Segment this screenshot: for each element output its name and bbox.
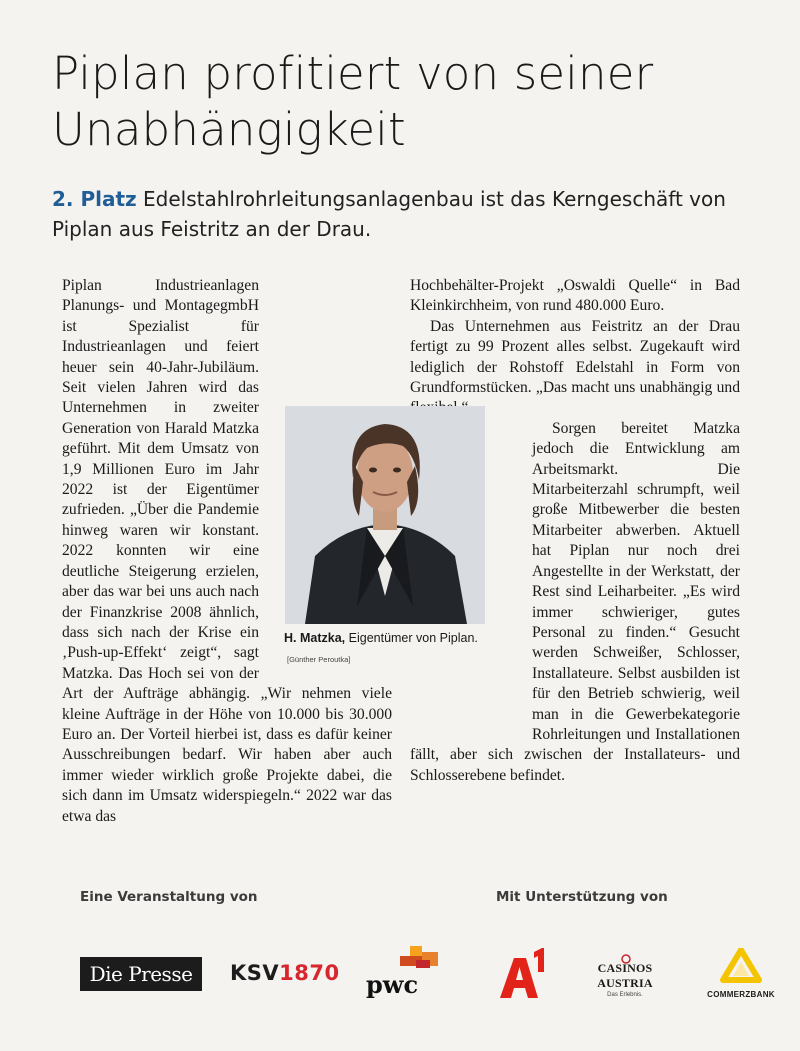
rank-label: 2. Platz [52,187,137,211]
a1-mark-icon [498,948,548,1000]
organizer-label: Eine Veranstaltung von [80,889,258,905]
portrait-illustration [285,406,485,624]
commerzbank-wordmark: COMMERZBANK [707,990,775,999]
pwc-logo [366,944,444,1002]
article-paragraph: Das Unternehmen aus Feistritz an der Drau fertigt zu 99 Prozent alles selbst. Zugekauft wird lediglich der Rohstoff Edelstahl in Form von Grundformstücken. „Das macht uns unabhängig und [410,317,740,397]
subhead [52,184,732,244]
die-presse-logo: Die Presse [80,957,202,991]
commerzbank-logo [700,948,782,1000]
portrait-photo [285,406,485,624]
photo-credit: [Günther Peroutka] [287,655,351,664]
subhead-text: Edelstahlrohrleitungsanlagenbau ist das Kerngeschäft von Piplan aus Feistritz an der Drau. [52,187,726,241]
casinos-austria-logo [572,954,678,998]
commerzbank-ribbon-icon [719,948,763,984]
ksv1870-logo [230,958,340,988]
article-paragraph: Hochbehälter-Projekt „Oswaldi Quelle“ in Bad Kleinkirchheim, von rund 480.000 Euro. [410,277,740,315]
article-paragraph: Sorgen bereitet Matzka jedoch die Entwicklung am Arbeitsmarkt. Die Mitarbeiterzahl schrumpft, weil große Mitbewerber die besten Mitarbeiter abwerben. Aktuell hat Piplan nur noch drei Angestellte in der Werkstatt, der Rest sind Leiharbeiter. „Es wird immer schwieriger, gutes Personal zu finden.“ Gesucht werden Schweißer, Schlosser, Installateure. Selbst ausbilden ist für den Betrieb schwierig, weil man in die Gewerbekategorie Rohrleitungen und Installationen fällt, aber sich zwischen der Installateurs- und Schlosserebene befindet. [410,419,740,784]
photo-caption [284,628,496,670]
headline: Piplan profitiert von seiner Unabhängigkeit [52,47,654,156]
ksv-year: 1870 [279,961,340,985]
ksv-letters: KSV [230,961,280,985]
a1-logo [498,948,548,1000]
caption-text: Eigentümer von Piplan. [348,631,478,645]
caption-name: H. Matzka, [284,631,346,645]
support-label: Mit Unterstützung von [496,889,668,905]
casinos-crest-icon [620,954,632,964]
pwc-wordmark: pwc [366,970,419,999]
article-paragraph: Piplan Industrieanlagen Planungs- und MontagegmbH ist Spezialist für Industrieanlagen und feiert heuer sein 40-Jahr-Jubiläum. Seit vielen Jahren wird das Unternehmen in zweiter Generation von Harald Matzka geführt. Mit dem Umsatz von 1,9 Millionen Euro im Jahr 2022 ist der Eigentümer zufrieden. „Über die Pandemie hinweg waren wir konstant. 2022 konnten wir eine deutliche Steigerung erzielen, aber das war bei uns auch nach der Finanzkrise 2008 ähnlich, dass sich nach der Krise ein ‚Push-up-Effekt‘ zeigt“, sagt Matzka. Das Hoch sei von der Art der Aufträge abhängig. „Wir nehmen viele kleine Aufträge in der Höhe von 10.000 bis 30.000 Euro an. Der Vorteil hierbei ist, dass es dafür keiner Ausschreibungen bedarf. Wir haben aber auch immer wieder wirklich große Projekte dabei, die sich dann im Umsatz widerspiegeln.“ 2022 war das etwa das [62,277,392,825]
casinos-wordmark: CASINOS AUSTRIA [597,961,653,990]
casinos-tagline: Das Erlebnis. [607,992,643,998]
